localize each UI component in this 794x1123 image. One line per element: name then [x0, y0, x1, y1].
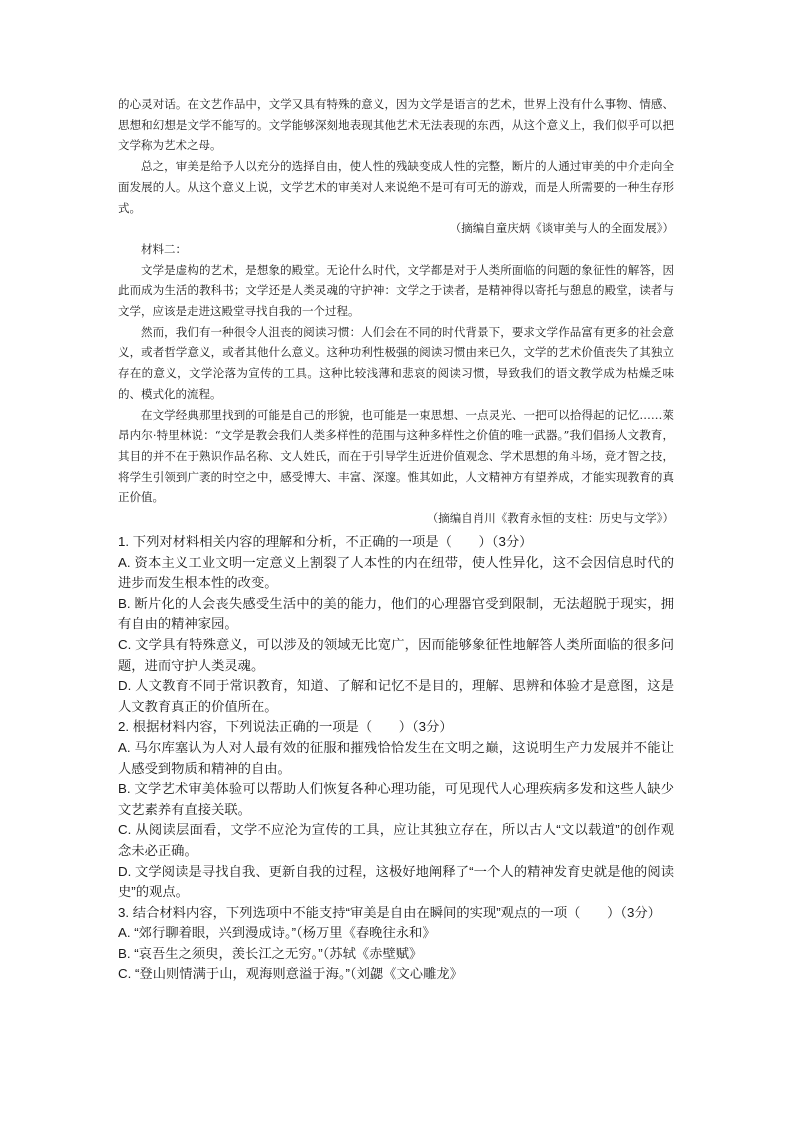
question-stem: 1. 下列对材料相关内容的理解和分析，不正确的一项是（ ）（3分）: [118, 534, 533, 549]
question-2: [118, 717, 674, 902]
reading-passage: [118, 94, 674, 529]
answer-option-b: B. 断片化的人会丧失感受生活中的美的能力，他们的心理器官受到限制，无法超脱于现实，拥有自由的精神家园。: [118, 595, 674, 632]
question-3: [118, 903, 674, 985]
answer-option-c: C. 文学具有特殊意义，可以涉及的领域无比宽广，因而能够象征性地解答人类所面临的很多问题，进而守护人类灵魂。: [118, 636, 674, 673]
material-one-source: （摘编自童庆炳《谈审美与人的全面发展》）: [449, 221, 674, 236]
answer-option-b: B. 文学艺术审美体验可以帮助人们恢复各种心理功能，可见现代人心理疾病多发和这些人缺少文艺素养有直接关联。: [118, 781, 674, 817]
material-two-paragraph-2: 然而，我们有一种很令人沮丧的阅读习惯：人们会在不同的时代背景下，要求文学作品富有更多的社会意义，或者哲学意义，或者其他什么意义。这种功利性极强的阅读习惯由来已久，文学的艺术价值丧失了其独立存在的意义，文学沦落为宣传的工具。这种比较浅薄和悲哀的阅读习惯，导致我们的语文教学成为枯燥乏味的、模式化的流程。: [118, 324, 674, 401]
answer-option-c: C. 从阅读层面看，文学不应沦为宣传的工具，应让其独立存在，所以古人“文以载道”的创作观念未必正确。: [118, 822, 674, 858]
material-two-label: 材料二：: [141, 241, 187, 256]
question-stem: 2. 根据材料内容，下列说法正确的一项是（ ）（3分）: [118, 719, 453, 735]
question-stem: 3. 结合材料内容，下列选项中不能支持“审美是自由在瞬间的实现”观点的一项（ ）（3分）: [118, 904, 661, 920]
material-two-paragraph-1: 文学是虚构的艺术，是想象的殿堂。无论什么时代，文学都是对于人类所面临的问题的象征性的解答，因此而成为生活的教科书；文学还是人类灵魂的守护神：文学之于读者，是精神得以寄托与憩息的殿堂，读者与文学，应该是走进这殿堂寻找自我的一个过程。: [118, 262, 674, 319]
answer-option-a: A. 马尔库塞认为人对人最有效的征服和摧残恰恰发生在文明之巅，这说明生产力发展并不能让人感受到物质和精神的自由。: [118, 739, 674, 776]
passage-paragraph-continued: 的心灵对话。在文艺作品中，文学又具有特殊的意义，因为文学是语言的艺术，世界上没有什么事物、情感、思想和幻想是文学不能写的。文学能够深刻地表现其他艺术无法表现的东西，从这个意义上，我们似乎可以把文学称为艺术之母。: [118, 97, 674, 153]
question-1: [118, 532, 674, 717]
answer-option-c: C. “登山则情满于山，观海则意溢于海。”（刘勰《文心雕龙》: [118, 966, 463, 982]
material-two-source: （摘编自肖川《教育永恒的支柱：历史与文学》）: [426, 511, 674, 526]
answer-option-d: D. 人文教育不同于常识教育，知道、了解和记忆不是目的，理解、思辨和体验才是意图，这是人文教育真正的价值所在。: [118, 678, 674, 714]
answer-option-d: D. 文学阅读是寻找自我、更新自我的过程，这极好地阐释了“一个人的精神发育史就是他的阅读史”的观点。: [118, 863, 674, 900]
material-two-paragraph-3: 在文学经典那里找到的可能是自己的形貌，也可能是一束思想、一点灵光、一把可以拾得起的记忆……萊昂内尔·特里林说：“文学是教会我们人类多样性的范围与这种多样性之价值的唯一武器。”我们倡扬人文教育，其目的并不在于熟识作品名称、文人姓氏，而在于引导学生近进价值观念、学术思想的角斗场，竞才智之技，将学生引领到广袤的时空之中，感受博大、丰富、深邃。惟其如此，人文精神方有望养成，才能实现教育的真正价值。: [118, 407, 674, 505]
answer-option-a: A. “郊行聊着眼，兴到漫成诗。”（杨万里《春晚往永和》: [118, 925, 436, 941]
passage-paragraph-summary: 总之，审美是给予人以充分的选择自由，使人性的残缺变成人性的完整，断片的人通过审美的中介走向全面发展的人。从这个意义上说，文学艺术的审美对人来说绝不是可有可无的游戏，而是人所需要的一种生存形式。: [118, 159, 674, 215]
questions-section: [118, 532, 674, 985]
answer-option-b: B. “哀吾生之须臾，羡长江之无穷。”（苏轼《赤壁赋》: [118, 945, 423, 961]
answer-option-a: A. 资本主义工业文明一定意义上割裂了人本性的内在纽带，使人性异化，这不会因信息时代的进步而发生根本性的改变。: [118, 554, 674, 591]
